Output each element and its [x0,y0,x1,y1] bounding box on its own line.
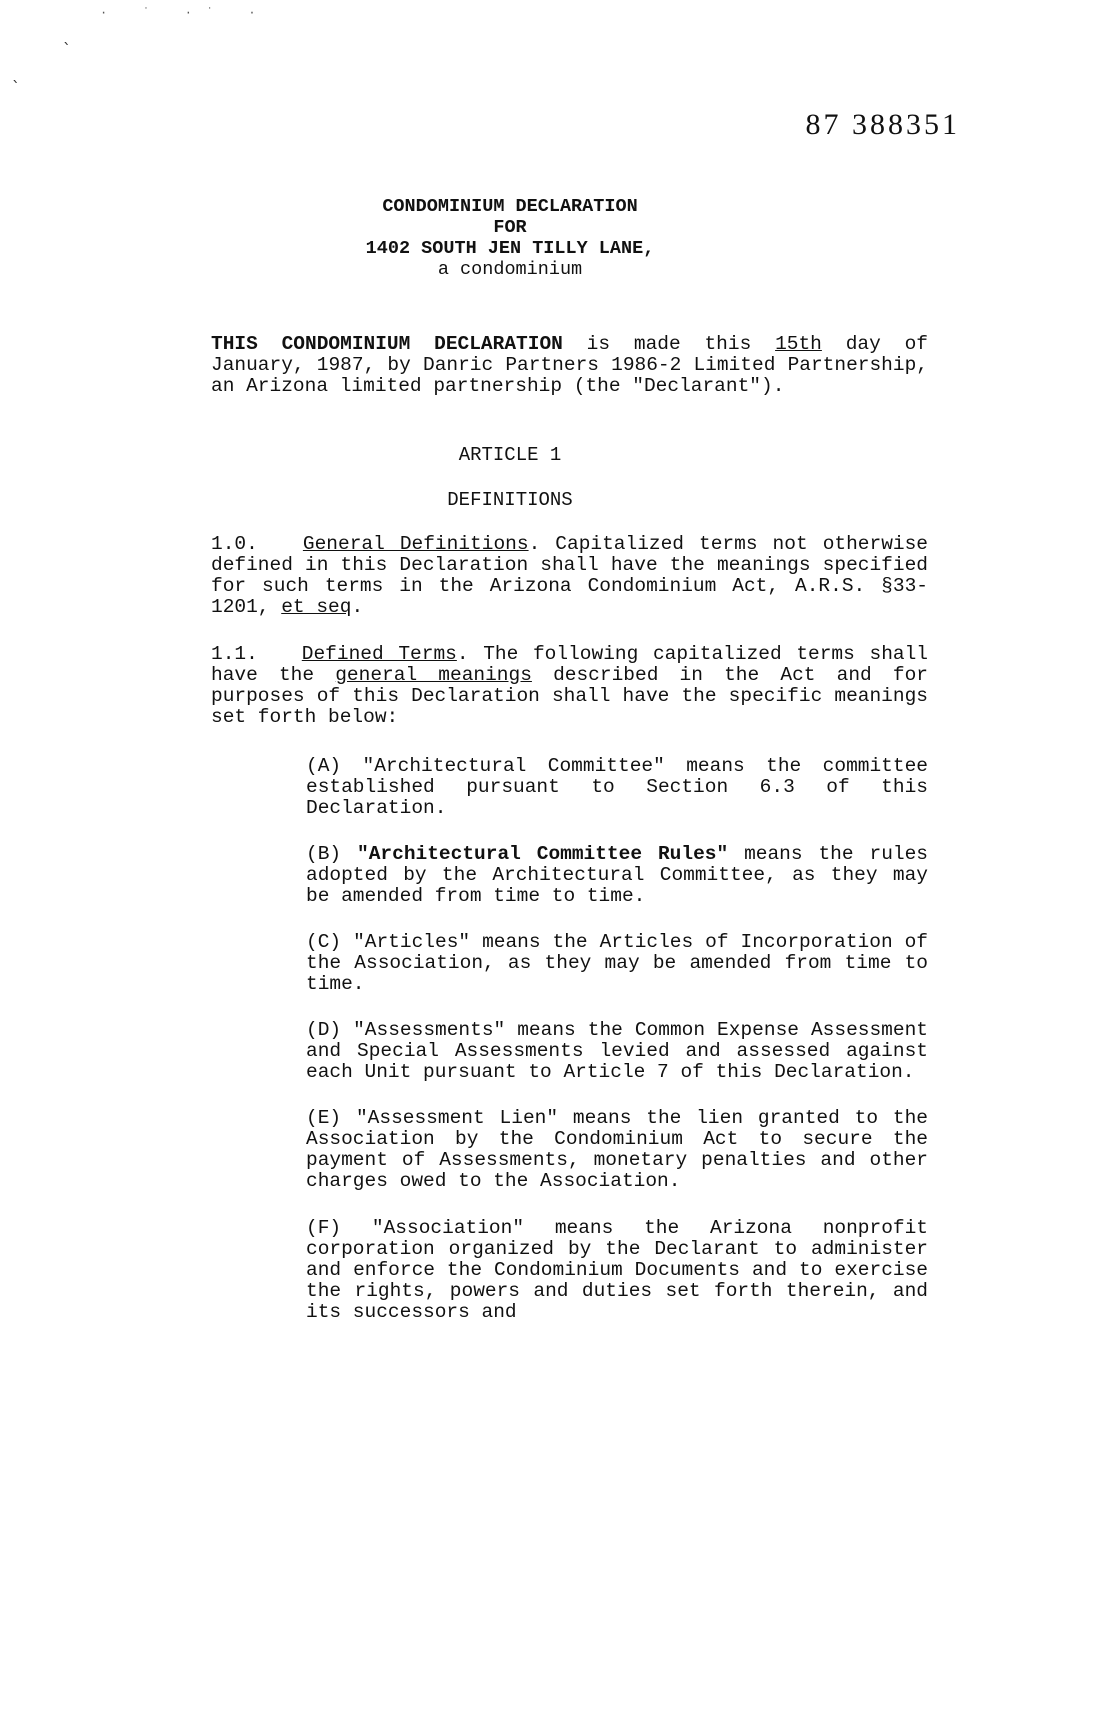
definition-a [93,756,928,819]
definition-term: "Architectural Committee" [362,755,665,777]
definition-b [93,844,928,907]
section-text-b: . [351,596,364,618]
definition-letter: (A) [306,755,342,777]
definition-letter: (C) [306,931,342,953]
definition-letter: (E) [306,1107,342,1129]
intro-paragraph [93,334,928,397]
section-number: 1.1. [211,643,258,665]
section-text-b: described in the Act and for purposes of this Declaration shall have the specific meanings set forth below: [211,664,928,728]
general-meanings: general meanings [335,664,532,686]
definition-text: means the Articles of Incorporation of the Association, as they may be amended from time to time. [306,931,929,995]
intro-partnership: Partnership [787,354,917,376]
definition-c [93,932,928,995]
intro-lead: THIS CONDOMINIUM DECLARATION [211,333,563,355]
intro-day: 15th [775,333,822,355]
document-number: 87 388351 [805,108,960,141]
definition-letter: (D) [306,1019,342,1041]
title-line-3: 1402 SOUTH JEN TILLY LANE, [365,238,655,259]
section-text-a: . Capitalized terms not otherwise defined in this Declaration shall have the meanings specified for such terms in the Arizona Condominium Act, A.R.S. §33-1201, [211,533,929,618]
intro-text-c: , an Arizona limited partnership (the "Declarant"). [211,354,928,397]
definition-term: "Articles" [353,931,471,953]
section-text-a: . The following capitalized terms shall have the [211,643,928,686]
article-heading: ARTICLE 1 [458,444,562,466]
definition-f [93,1218,928,1323]
title-line-1: CONDOMINIUM DECLARATION [382,196,638,217]
definition-e [93,1108,928,1192]
definition-text: means the Common Expense Assessment and Special Assessments levied and assessed against each Unit pursuant to Article 7 of this Declaration. [306,1019,928,1083]
et-seq: et seq [281,596,352,618]
section-number: 1.0. [211,533,258,555]
scan-artifacts: · ˙ ·˙ · [100,6,270,20]
scan-artifact-mark: ˋ [63,40,71,59]
definition-term: "Assessment Lien" [355,1107,559,1129]
definition-d [93,1020,928,1083]
section-heading: General Definitions [302,533,529,555]
section-1-0 [93,534,928,618]
definition-letter: (B) [306,843,342,865]
intro-text-b: day of January, 1987, by Danric Partners 1986-2 Limited [211,333,928,376]
document-title [0,196,1020,280]
article-title: DEFINITIONS [447,489,573,511]
title-line-4: a condominium [437,259,583,280]
scan-artifact-mark: ˋ [12,78,20,97]
section-1-1 [93,644,928,728]
definition-term: "Assessments" [353,1019,506,1041]
definition-text: means the lien granted to the Association by the Condominium Act to secure the payment of Assessments, monetary penalties and other charges owed to the Association. [306,1107,929,1192]
section-heading: Defined Terms [301,643,457,665]
definition-text: means the rules adopted by the Architectural Committee, as they may be amended from time to time. [306,843,928,907]
title-line-2: FOR [493,217,527,238]
definition-term: "Architectural Committee Rules" [357,843,729,865]
definition-text: means the committee established pursuant to Section 6.3 of this Declaration. [306,755,928,819]
definition-letter: (F) [306,1217,342,1239]
intro-text-a: is made this [562,333,776,355]
definition-text: means the Arizona nonprofit corporation organized by the Declarant to administer and enforce the Condominium Documents and to exercise the rights, powers and duties set forth therein, and its successors and [306,1217,929,1323]
definition-term: "Association" [371,1217,525,1239]
